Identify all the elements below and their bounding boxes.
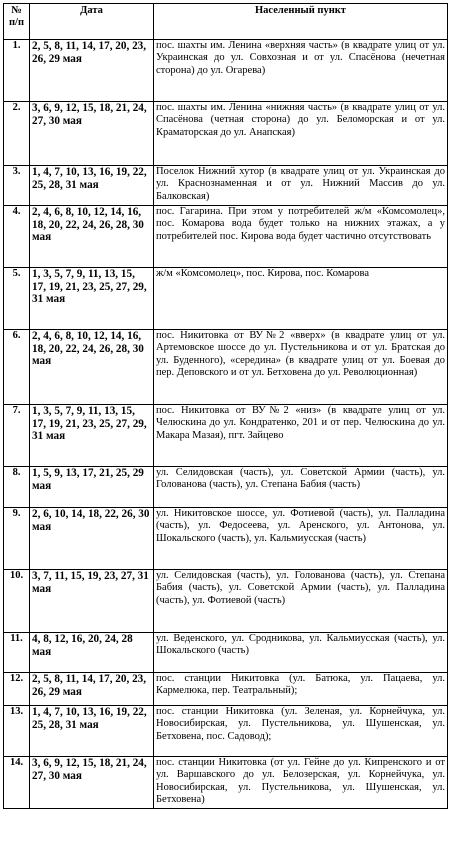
row-number-cell: 8. (4, 467, 30, 508)
row-number-cell: 2. (4, 102, 30, 166)
row-number-cell: 1. (4, 40, 30, 102)
header-number: № п/п (4, 4, 30, 40)
table-row (4, 706, 448, 757)
row-dates-cell: 1, 3, 5, 7, 9, 11, 13, 15, 17, 19, 21, 23, 25, 27, 29, 31 мая (30, 268, 154, 330)
row-place-cell: пос. станции Никитовка (ул. Батюка, ул. Пацаева, ул. Кармелюка, пер. Театральный); (154, 673, 448, 706)
row-dates-cell: 3, 6, 9, 12, 15, 18, 21, 24, 27, 30 мая (30, 757, 154, 809)
row-number-cell: 14. (4, 757, 30, 809)
row-place-cell: пос. шахты им. Ленина «нижняя часть» (в квадрате улиц от ул. Спасёнова (четная сторона) до ул. Беломорская и от ул. Краматорская до ул. Анапская) (154, 102, 448, 166)
table-row (4, 166, 448, 206)
row-dates-cell: 3, 6, 9, 12, 15, 18, 21, 24, 27, 30 мая (30, 102, 154, 166)
row-number-cell: 3. (4, 166, 30, 206)
table-row (4, 757, 448, 809)
row-place-cell: ж/м «Комсомолец», пос. Кирова, пос. Комарова (154, 268, 448, 330)
row-place-cell: пос. шахты им. Ленина «верхняя часть» (в квадрате улиц от ул. Украинская до ул. Совхозная и от ул. Спасёнова (нечетная сторона) до ул. Огарева) (154, 40, 448, 102)
row-dates-cell: 1, 4, 7, 10, 13, 16, 19, 22, 25, 28, 31 мая (30, 706, 154, 757)
table-row (4, 467, 448, 508)
table-row (4, 206, 448, 268)
row-dates-cell: 2, 4, 6, 8, 10, 12, 14, 16, 18, 20, 22, 24, 26, 28, 30 мая (30, 330, 154, 405)
row-place-cell: ул. Селидовская (часть), ул. Советской Армии (часть), ул. Голованова (часть), ул. Степана Бабия (часть) (154, 467, 448, 508)
row-number-cell: 10. (4, 570, 30, 633)
row-dates-cell: 2, 6, 10, 14, 18, 22, 26, 30 мая (30, 508, 154, 570)
table-row (4, 330, 448, 405)
row-place-cell: ул. Веденского, ул. Сродникова, ул. Кальмиусская (часть), ул. Шокальского (часть) (154, 633, 448, 673)
row-place-cell: пос. Никитовка от ВУ№2 «вверх» (в квадрате улиц от ул. Артемовское шоссе до ул. Пустельникова и от ул. Братская до ул. Буденного), «середина» (в квадрате улиц от ул. Боевая до пер. Деповского и от ул. Бетховена до ул. Революционная) (154, 330, 448, 405)
table-body (4, 40, 448, 809)
table-row (4, 570, 448, 633)
table-row (4, 268, 448, 330)
row-dates-cell: 2, 4, 6, 8, 10, 12, 14, 16, 18, 20, 22, 24, 26, 28, 30 мая (30, 206, 154, 268)
row-dates-cell: 2, 5, 8, 11, 14, 17, 20, 23, 26, 29 мая (30, 40, 154, 102)
row-dates-cell: 2, 5, 8, 11, 14, 17, 20, 23, 26, 29 мая (30, 673, 154, 706)
row-number-cell: 11. (4, 633, 30, 673)
row-number-cell: 9. (4, 508, 30, 570)
row-place-cell: ул. Селидовская (часть), ул. Голованова (часть), ул. Степана Бабия (часть), ул. Советской Армии (часть), ул. Палладина (часть), ул. Фотиевой (часть) (154, 570, 448, 633)
table-row (4, 102, 448, 166)
table-row (4, 508, 448, 570)
header-date: Дата (30, 4, 154, 40)
row-number-cell: 6. (4, 330, 30, 405)
row-number-cell: 12. (4, 673, 30, 706)
table-row (4, 673, 448, 706)
row-dates-cell: 4, 8, 12, 16, 20, 24, 28 мая (30, 633, 154, 673)
row-dates-cell: 1, 5, 9, 13, 17, 21, 25, 29 мая (30, 467, 154, 508)
row-place-cell: Поселок Нижний хутор (в квадрате улиц от ул. Украинская до ул. Краснознаменная и от ул. Нижний Массив до ул. Балковская) (154, 166, 448, 206)
row-dates-cell: 1, 3, 5, 7, 9, 11, 13, 15, 17, 19, 21, 23, 25, 27, 29, 31 мая (30, 405, 154, 467)
table-row (4, 633, 448, 673)
row-place-cell: пос. станции Никитовка (ул. Зеленая, ул. Корнейчука, ул. Новосибирская, ул. Пустельникова, ул. Шушенская, ул. Бетховена, пос. Садовод); (154, 706, 448, 757)
row-number-cell: 4. (4, 206, 30, 268)
water-schedule-table (3, 3, 448, 809)
row-place-cell: пос. станции Никитовка (от ул. Гейне до ул. Кипренского и от ул. Варшавского до ул. Белозерская, ул. Корнейчука, ул. Новосибирская, ул. Пустельникова, ул. Шушенская, ул. Бетховена) (154, 757, 448, 809)
row-number-cell: 7. (4, 405, 30, 467)
row-dates-cell: 3, 7, 11, 15, 19, 23, 27, 31 мая (30, 570, 154, 633)
row-place-cell: пос. Гагарина. При этом у потребителей ж/м «Комсомолец», пос. Комарова вода будет только на нижних этажах, а у потребителей пос. Кирова вода будет частично отсутствовать (154, 206, 448, 268)
table-row (4, 40, 448, 102)
header-row (4, 4, 448, 40)
row-number-cell: 5. (4, 268, 30, 330)
schedule-table-wrapper (3, 3, 448, 809)
row-number-cell: 13. (4, 706, 30, 757)
header-place: Населенный пункт (154, 4, 448, 40)
table-row (4, 405, 448, 467)
row-place-cell: ул. Никитовское шоссе, ул. Фотиевой (часть), ул. Палладина (часть), ул. Федосеева, ул. Аренского, ул. Антонова, ул. Шокальского (часть), ул. Кальмиусская (часть) (154, 508, 448, 570)
row-place-cell: пос. Никитовка от ВУ№2 «низ» (в квадрате улиц от ул. Челюскина до ул. Кондратенко, 201 и от пер. Челюскина до ул. Макара Мазая), пгт. Зайцево (154, 405, 448, 467)
row-dates-cell: 1, 4, 7, 10, 13, 16, 19, 22, 25, 28, 31 мая (30, 166, 154, 206)
